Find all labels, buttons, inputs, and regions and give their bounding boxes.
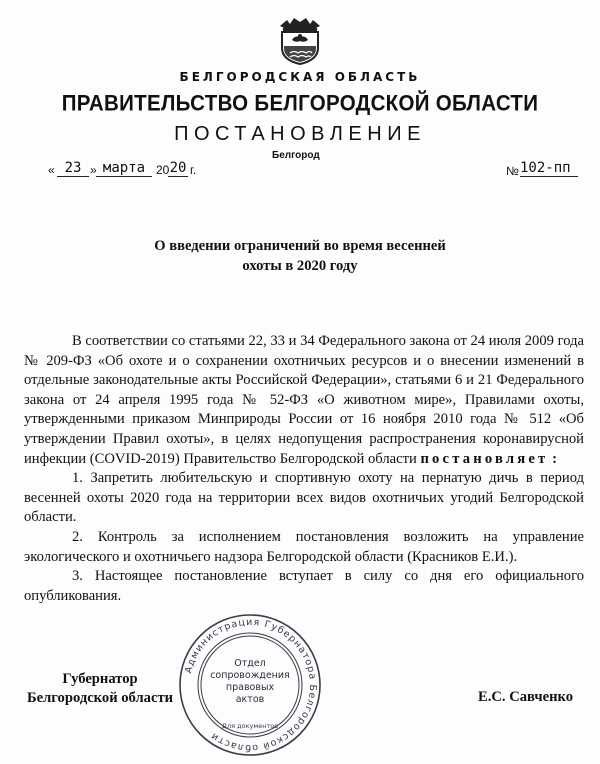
date-century: 20 [156, 163, 170, 177]
date-close-quote: » [90, 163, 97, 177]
city-label: Белгород [272, 150, 320, 161]
item-paragraph-1: 1. Запретить любительскую и спортивную охоту на пернатую дичь в период весенней охоты 2020 года на территории всех видов охотничьих угодий Белгородской области. [24, 470, 584, 526]
signatory-title-line-1: Губернатор [62, 671, 138, 687]
date-month: марта [96, 160, 152, 177]
title-line-2: охоты в 2020 году [242, 258, 358, 274]
coat-of-arms-icon [274, 6, 326, 66]
signatory-name: Е.С. Савченко [478, 689, 574, 705]
stamp-inner-line-4: актов [235, 694, 265, 705]
date-year: 20 [169, 160, 187, 176]
document-body [24, 332, 584, 606]
preamble-text: В соответствии со статьями 22, 33 и 34 Федерального закона от 24 июля 2009 года № 209-ФЗ «Об охоте и о сохранении охотничьих ресурсов и о внесении изменений в отдельные законодательные акты Российской Федерации», статьями 6 и 21 Федерального закона от 24 апреля 1995 года № 52-ФЗ «О животном мире», Правилами охоты, утвержденными приказом Минприроды России от 16 ноября 2010 года № 512 «Об утверждении Правил охоты», в целях недопущения распространения коронавирусной инфекции (COVID-2019) Правительство Белгородской области [24, 333, 584, 467]
date-suffix: г. [190, 163, 197, 177]
government-heading: ПРАВИТЕЛЬСТВО БЕЛГОРОДСКОЙ ОБЛАСТИ [61, 90, 539, 117]
document-type: ПОСТАНОВЛЕНИЕ [174, 123, 426, 145]
item-paragraph-2: 2. Контроль за исполнением постановления возложить на управление экологического и охотничьего надзора Белгородской области (Красников Е.И.). [24, 528, 584, 565]
preamble-paragraph [24, 332, 584, 469]
signatory-title [22, 670, 178, 708]
resolves-colon: : [552, 450, 561, 467]
stamp-inner-line-3: правовых [225, 682, 275, 693]
date-open-quote: « [48, 163, 55, 177]
document-title [0, 236, 600, 276]
stamp-inner-line-1: Отдел [234, 658, 266, 669]
document-number: 102-пп [520, 160, 578, 177]
stamp-ring-text: Администрация Губернатора Белгородской области [183, 616, 319, 754]
resolves-word: постановляет [420, 450, 549, 467]
item-paragraph-3: 3. Настоящее постановление вступает в силу со дня его официального опубликования. [24, 568, 584, 604]
signatory-title-line-2: Белгородской области [26, 690, 174, 706]
stamp-inner-line-2: сопровождения [210, 670, 290, 681]
region-heading: БЕЛГОРОДСКАЯ ОБЛАСТЬ [179, 70, 421, 84]
number-sign: № [506, 164, 519, 178]
date-day: 23 [57, 160, 89, 177]
title-line-1: О введении ограничений во время весенней [154, 238, 446, 254]
stamp-inner-text [204, 658, 296, 706]
stamp-bottom-text: Для документов [221, 722, 279, 730]
